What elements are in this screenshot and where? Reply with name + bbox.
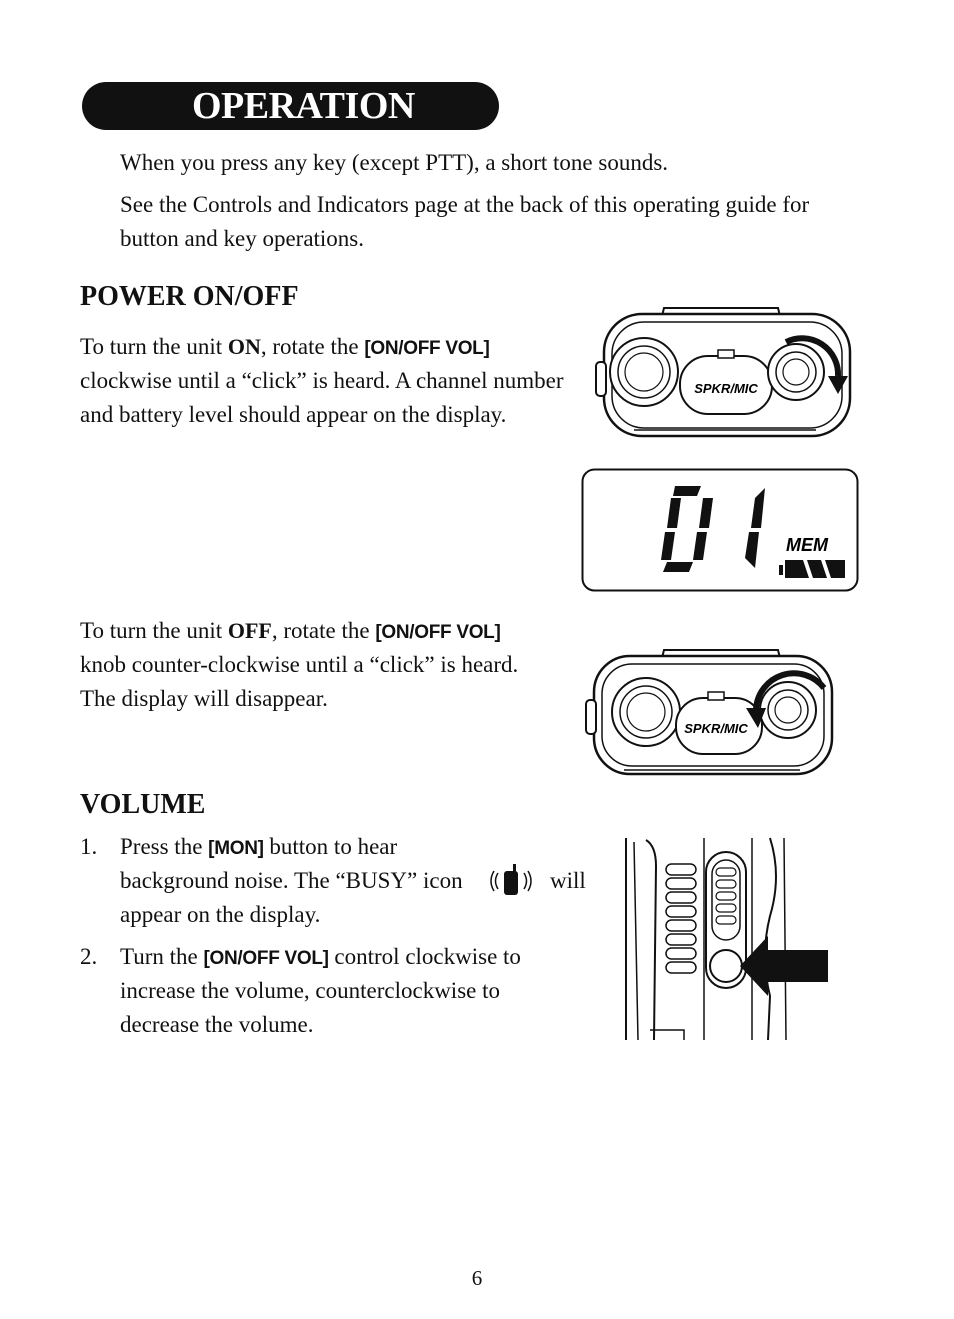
power-off-line-1 <box>80 614 501 650</box>
battery-terminal <box>779 565 783 575</box>
radio-top-on-illustration <box>594 306 856 440</box>
volume-step-2-key: [ON/OFF VOL] <box>203 948 329 969</box>
volume-step-2-pre: Turn the <box>120 944 204 969</box>
volume-step-1-pre: Press the <box>120 834 209 859</box>
power-on-pre: To turn the unit <box>80 334 228 359</box>
power-off-line-3: The display will disappear. <box>80 686 328 711</box>
intro-line-2a: See the Controls and Indicators page at the back of this operating guide for <box>120 192 810 217</box>
radio-top-off-label: SPKR/MIC <box>684 721 748 736</box>
power-on-line-2: clockwise until a “click” is heard. A channel number <box>80 368 564 393</box>
volume-step-2-post: control clockwise to <box>328 944 521 969</box>
radio-top-off-illustration <box>584 648 846 778</box>
power-off-state: OFF <box>227 618 272 643</box>
power-off-mid: , rotate the <box>271 618 376 643</box>
page-title: OPERATION <box>192 85 415 127</box>
power-on-mid: , rotate the <box>260 334 365 359</box>
radio-side-illustration <box>620 836 832 1042</box>
intro-line-2b: button and key operations. <box>120 226 365 251</box>
busy-icon <box>484 862 538 900</box>
lcd-display-illustration <box>581 468 859 592</box>
volume-step-1-line-1 <box>120 830 397 866</box>
volume-step-2-number: 2. <box>80 944 98 969</box>
power-on-line-1 <box>80 330 490 366</box>
volume-step-1-key: [MON] <box>208 838 264 859</box>
radio-top-on-label: SPKR/MIC <box>694 381 758 396</box>
power-off-pre: To turn the unit <box>80 618 228 643</box>
volume-step-1-line-2b: will <box>550 868 586 893</box>
volume-step-2-line-3: decrease the volume. <box>120 1012 314 1037</box>
power-off-line-2: knob counter-clockwise until a “click” is heard. <box>80 652 519 677</box>
arrow-left-icon <box>740 936 828 996</box>
volume-step-1-line-2a: background noise. The “BUSY” icon <box>120 868 463 893</box>
power-on-key: [ON/OFF VOL] <box>364 338 490 359</box>
power-heading: POWER ON/OFF <box>80 281 299 312</box>
volume-step-2-line-1 <box>120 940 521 976</box>
intro-line-1: When you press any key (except PTT), a short tone sounds. <box>120 150 669 175</box>
mon-button <box>710 950 742 982</box>
volume-step-1-number: 1. <box>80 834 98 859</box>
volume-step-1-post: button to hear <box>263 834 398 859</box>
power-on-line-3: and battery level should appear on the display. <box>80 402 507 427</box>
power-off-key: [ON/OFF VOL] <box>375 622 501 643</box>
volume-step-2-line-2: increase the volume, counterclockwise to <box>120 978 500 1003</box>
power-on-state: ON <box>227 334 261 359</box>
lcd-mem-label: MEM <box>786 535 828 555</box>
volume-step-1-line-3: appear on the display. <box>120 902 321 927</box>
page-number: 6 <box>471 1266 483 1290</box>
volume-heading: VOLUME <box>80 789 206 820</box>
